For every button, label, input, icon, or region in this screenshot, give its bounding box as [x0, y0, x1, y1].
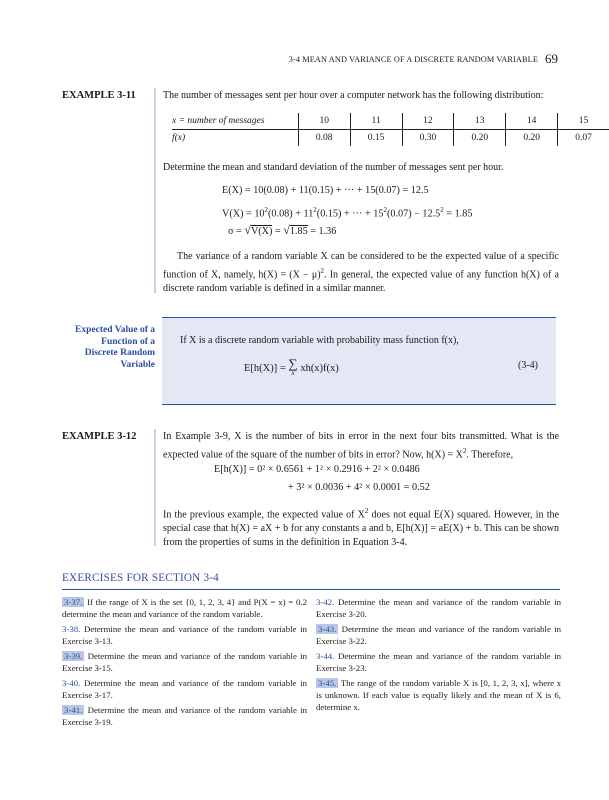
table-cell: 12 — [402, 113, 454, 130]
table-cell: 0.20 — [506, 130, 558, 147]
table-cell: 0.30 — [402, 130, 454, 147]
definition-side-label: Expected Value of a Function of a Discrete Random Variable — [75, 325, 155, 370]
exercise-item: 3-40. Determine the mean and variance of the random variable in Exercise 3-17. — [62, 678, 307, 700]
definition-formula: E[h(X)] = ∑ x xh(x)f(x) — [244, 356, 339, 377]
exercises-section-rule — [62, 589, 560, 590]
table-cell: 0.08 — [298, 130, 350, 147]
table-cell: 15 — [558, 113, 609, 130]
distribution-table — [172, 113, 609, 146]
example-3-12-equation-line-2: + 3² × 0.0036 + 4² × 0.0001 = 0.52 — [288, 482, 430, 493]
exercise-item: 3-42. Determine the mean and variance of the random variable in Exercise 3-20. — [316, 597, 561, 619]
definition-box — [162, 317, 556, 405]
variance-equation: $V(X) = 10^2(0.08) + 11^2(0.15)$ + ··· + $15^2(0.07) - 12.5^2 = 1.85$ — [222, 206, 473, 220]
example-3-12-paragraph-2: In the previous example, the expected value of $X^2$ does not equal E(X) squared. However, in the special case that h(X) = aX + b for any constants a and b, E[h(X)] = aE(X) + b. This can be shown from the properties of sums in the definition in Equation 3-4. — [163, 507, 559, 549]
table-cell: 0.07 — [575, 133, 592, 143]
table-row-label-fx: f(x) — [172, 130, 298, 147]
running-header: 3-4 MEAN AND VARIANCE OF A DISCRETE RANDOM VARIABLE — [288, 55, 538, 64]
exercises-section-title: EXERCISES FOR SECTION 3-4 — [62, 572, 219, 584]
mean-equation: E(X) = 10(0.08) + 11(0.15) + ··· + 15(0.07) = 12.5 — [222, 185, 429, 196]
equation-number: (3-4) — [518, 360, 538, 371]
table-cell: 0.15 — [350, 130, 402, 147]
table-cell: 13 — [454, 113, 506, 130]
exercises-left-column — [62, 596, 307, 728]
definition-text: If X is a discrete random variable with probability mass function f(x), — [180, 335, 459, 346]
table-row-label-x: x = number of messages — [172, 113, 298, 130]
exercise-item: 3-41. Determine the mean and variance of the random variable in Exercise 3-19. — [62, 705, 308, 727]
example-3-11-label: EXAMPLE 3-11 — [62, 90, 136, 101]
table-cell: 10 — [298, 113, 350, 130]
example-3-11-intro: The number of messages sent per hour over a computer network has the following distribution: — [163, 90, 544, 101]
page-number: 69 — [545, 51, 558, 66]
exercises-right-column — [316, 596, 561, 713]
exercise-item: 3-37. If the range of X is the set {0, 1, 2, 3, 4} and P(X = x) = 0.2 determine the mean and variance of the random variable. — [62, 597, 307, 619]
table-cell: 14 — [506, 113, 558, 130]
exercise-item: 3-45. The range of the random variable X is [0, 1, 2, 3, x], where x is unknown. If each value is equally likely and the mean of X is 6, determine x. — [316, 678, 561, 712]
exercise-item: 3-38. Determine the mean and variance of the random variable in Exercise 3-13. — [62, 624, 307, 646]
example-3-11-rule — [154, 88, 156, 293]
example-3-11-paragraph: The variance of a random variable X can be considered to be the expected value of a specific function of X, namely, $h(X) = (X - \mu)^2$. In general, the expected value of any function h(X) of a discrete random variable is defined in a similar manner. — [163, 251, 559, 295]
exercise-item: 3-39. Determine the mean and variance of the random variable in Exercise 3-15. — [62, 651, 308, 673]
table-cell: 11 — [350, 113, 402, 130]
exercise-item: 3-43. Determine the mean and variance of the random variable in Exercise 3-22. — [316, 624, 562, 646]
example-3-11-question: Determine the mean and standard deviation of the number of messages sent per hour. — [163, 162, 504, 173]
exercise-item: 3-44. Determine the mean and variance of the random variable in Exercise 3-23. — [316, 651, 561, 673]
example-3-12-label: EXAMPLE 3-12 — [62, 431, 137, 442]
example-3-12-paragraph-1: In Example 3-9, X is the number of bits in error in the next four bits transmitted. What is the expected value of the square of the number of bits in error? Now, $h(X) = X^2$. Therefore, — [163, 431, 559, 461]
example-3-12-equation-line-1: E[h(X)] = 0² × 0.6561 + 1² × 0.2916 + 2² × 0.0486 — [214, 464, 420, 475]
std-dev-equation: σ = √V(X) = √1.85 = 1.36 — [228, 223, 337, 237]
table-cell: 0.20 — [454, 130, 506, 147]
example-3-12-rule — [154, 429, 156, 546]
